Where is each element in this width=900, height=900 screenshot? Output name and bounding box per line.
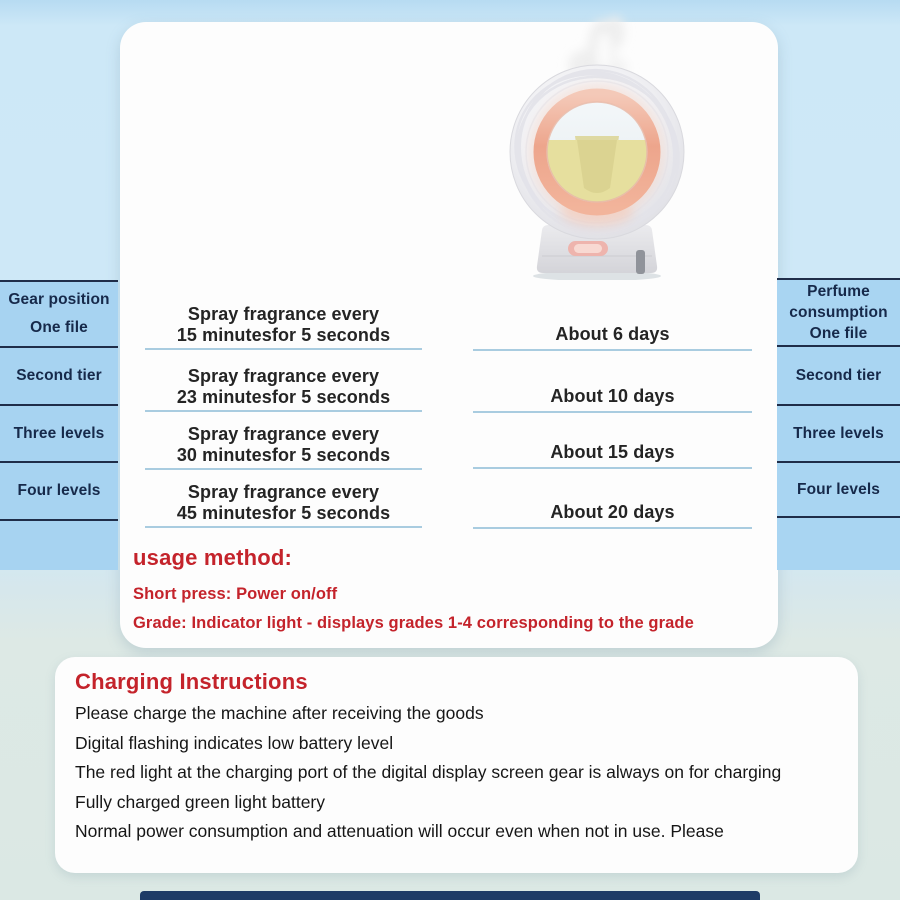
spray-cell-3-line2: 30 minutesfor 5 seconds [176,445,391,465]
charging-line-5: Normal power consumption and attenuation will occur even when not in use. Please [75,821,724,841]
consumption-row-three-levels: Three levels [777,406,900,463]
spray-cell-1-line1: Spray fragrance every [187,304,380,324]
spray-cell-2 [145,360,422,412]
usage-line-grade: Grade: Indicator light - displays grades 1-4 corresponding to the grade [133,614,694,632]
spray-cell-2-line1: Spray fragrance every [187,366,380,386]
gear-column-header [0,282,118,348]
spray-cell-4-line1: Spray fragrance every [187,482,380,502]
diffuser-product-image [468,10,732,280]
gear-row-three-levels: Three levels [0,406,118,463]
consumption-header-line2: consumption [789,304,888,321]
spray-cell-2-line2: 23 minutesfor 5 seconds [176,387,391,407]
charging-line-4: Fully charged green light battery [75,791,325,812]
days-cell-3: About 15 days [473,438,752,469]
spray-cell-1-line2: 15 minutesfor 5 seconds [176,325,391,345]
spray-cell-4 [145,476,422,528]
consumption-column-header [777,280,900,347]
gear-row-four-levels: Four levels [0,463,118,521]
consumption-row-four-levels: Four levels [777,463,900,518]
charging-line-1: Please charge the machine after receiving the goods [75,703,484,723]
next-section-strip [140,891,760,900]
perfume-consumption-column [777,278,900,570]
gear-row-second-tier: Second tier [0,348,118,406]
consumption-header-line3: One file [809,325,868,342]
gear-column-filler [0,521,118,568]
consumption-column-filler [777,518,900,570]
spray-cell-4-line2: 45 minutesfor 5 seconds [176,503,391,523]
consumption-row-second-tier: Second tier [777,347,900,406]
charging-instructions-card [55,657,858,873]
spray-cell-3 [145,418,422,470]
usage-method-title: usage method: [133,545,293,570]
days-cell-2: About 10 days [473,382,752,413]
gear-header-line2: One file [30,319,88,336]
base-slot [636,250,645,274]
charging-line-3: The red light at the charging port of the digital display screen gear is always on for charging [75,762,782,782]
charging-line-2: Digital flashing indicates low battery level [75,732,394,753]
consumption-header-line1: Perfume [807,283,870,300]
usage-method-section [133,545,775,638]
days-cell-4: About 20 days [473,498,752,529]
spray-cell-3-line1: Spray fragrance every [187,424,380,444]
days-cell-1: About 6 days [473,320,752,351]
gear-header-line1: Gear position [8,291,110,308]
spray-cell-1 [145,298,422,350]
usage-line-short-press: Short press: Power on/off [133,585,338,603]
charging-instructions-title: Charging Instructions [75,669,308,694]
gear-position-column [0,280,118,570]
